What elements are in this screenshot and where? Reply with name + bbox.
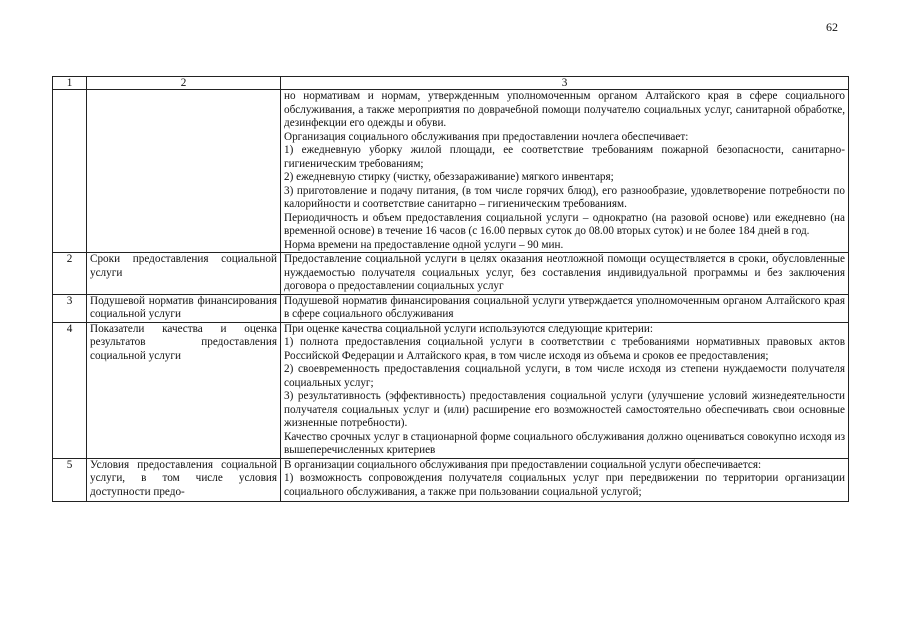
table-row xyxy=(53,458,849,501)
row-number: 2 xyxy=(53,253,87,295)
row-name: Показатели качества и оценка результатов предоставления социальной услуги xyxy=(87,322,281,458)
row-description xyxy=(281,253,849,295)
table-row xyxy=(53,322,849,458)
description-paragraph: В организации социального обслуживания при предоставлении социальной услуги обеспечивается: xyxy=(284,458,762,471)
description-paragraph: Организация социального обслуживания при предоставлении ночлега обеспечивает: xyxy=(284,130,689,143)
description-paragraph: 1) ежедневную уборку жилой площади, ее соответствие требованиям пожарной безопасности, санитарно-гигиеническим требованиям; xyxy=(284,144,845,170)
description-paragraph: При оценке качества социальной услуги используются следующие критерии: xyxy=(284,322,653,335)
description-paragraph: Качество срочных услуг в стационарной форме социального обслуживания должно оцениваться совокупно исходя из вышеперечисленных критериев xyxy=(284,430,845,456)
description-paragraph: Периодичность и объем предоставления социальной услуги – однократно (на разовой основе) или ежедневно (на временной основе) в течение 16 часов (с 16.00 первых суток до 08.00 вторых суток) и не более 184 дней в год. xyxy=(284,211,845,237)
services-table xyxy=(52,76,849,502)
row-description xyxy=(281,294,849,322)
description-paragraph: 1) полнота предоставления социальной услуги в соответствии с требованиями нормативных правовых актов Российской Федерации и Алтайского края, в том числе исходя из объема и сроков ее предоставления; xyxy=(284,336,845,362)
row-name: Сроки предоставления социальной услуги xyxy=(87,253,281,295)
table-header-row xyxy=(53,77,849,90)
row-number xyxy=(53,90,87,253)
page-number: 62 xyxy=(826,20,838,34)
description-paragraph: 2) ежедневную стирку (чистку, обеззараживание) мягкого инвентаря; xyxy=(284,171,614,183)
table-row xyxy=(53,294,849,322)
description-paragraph: 3) результативность (эффективность) предоставления социальной услуги (улучшение условий жизнедеятельности получателя социальных услуг и (или) расширение его возможностей самостоятельно обеспечивать свои основные жизненные потребности). xyxy=(284,390,845,429)
description-paragraph: 2) своевременность предоставления социальной услуги, в том числе исходя из степени нуждаемости получателя социальных услуг; xyxy=(284,363,845,389)
table-row xyxy=(53,90,849,253)
header-col-1: 1 xyxy=(53,77,87,90)
row-description xyxy=(281,90,849,253)
row-name xyxy=(87,90,281,253)
row-number: 4 xyxy=(53,322,87,458)
description-paragraph: Норма времени на предоставление одной услуги – 90 мин. xyxy=(284,238,564,251)
row-name: Условия предоставления социальной услуги, в том числе условия доступности предо- xyxy=(87,458,281,501)
table-row xyxy=(53,253,849,295)
row-description xyxy=(281,322,849,458)
description-paragraph: Предоставление социальной услуги в целях оказания неотложной помощи осуществляется в сроки, обусловленные нуждаемостью получателя социальных услуг, без составления индивидуальной программы и без заключения договора о предоставлении социальных услуг xyxy=(284,253,845,292)
header-col-2: 2 xyxy=(87,77,281,90)
row-description xyxy=(281,458,849,501)
header-col-3: 3 xyxy=(281,77,849,90)
description-paragraph: но нормативам и нормам, утвержденным уполномоченным органом Алтайского края в сфере социального обслуживания, а также мероприятия по доврачебной помощи получателю социальных услуг, санитарной обработке, дезинфекции его одежды и обуви. xyxy=(284,90,845,129)
row-number: 3 xyxy=(53,294,87,322)
row-name: Подушевой норматив финансирования социальной услуги xyxy=(87,294,281,322)
description-paragraph: 3) приготовление и подачу питания, (в том числе горячих блюд), его разнообразие, удовлетворение потребности по калорийности и соответствие санитарно – гигиеническим требованиям. xyxy=(284,184,845,210)
description-paragraph: Подушевой норматив финансирования социальной услуги утверждается уполномоченным органом Алтайского края в сфере социального обслуживания xyxy=(284,294,845,320)
description-paragraph: 1) возможность сопровождения получателя социальных услуг при передвижении по территории организации социального обслуживания, а также при пользовании социальной услугой; xyxy=(284,472,845,498)
row-number: 5 xyxy=(53,458,87,501)
